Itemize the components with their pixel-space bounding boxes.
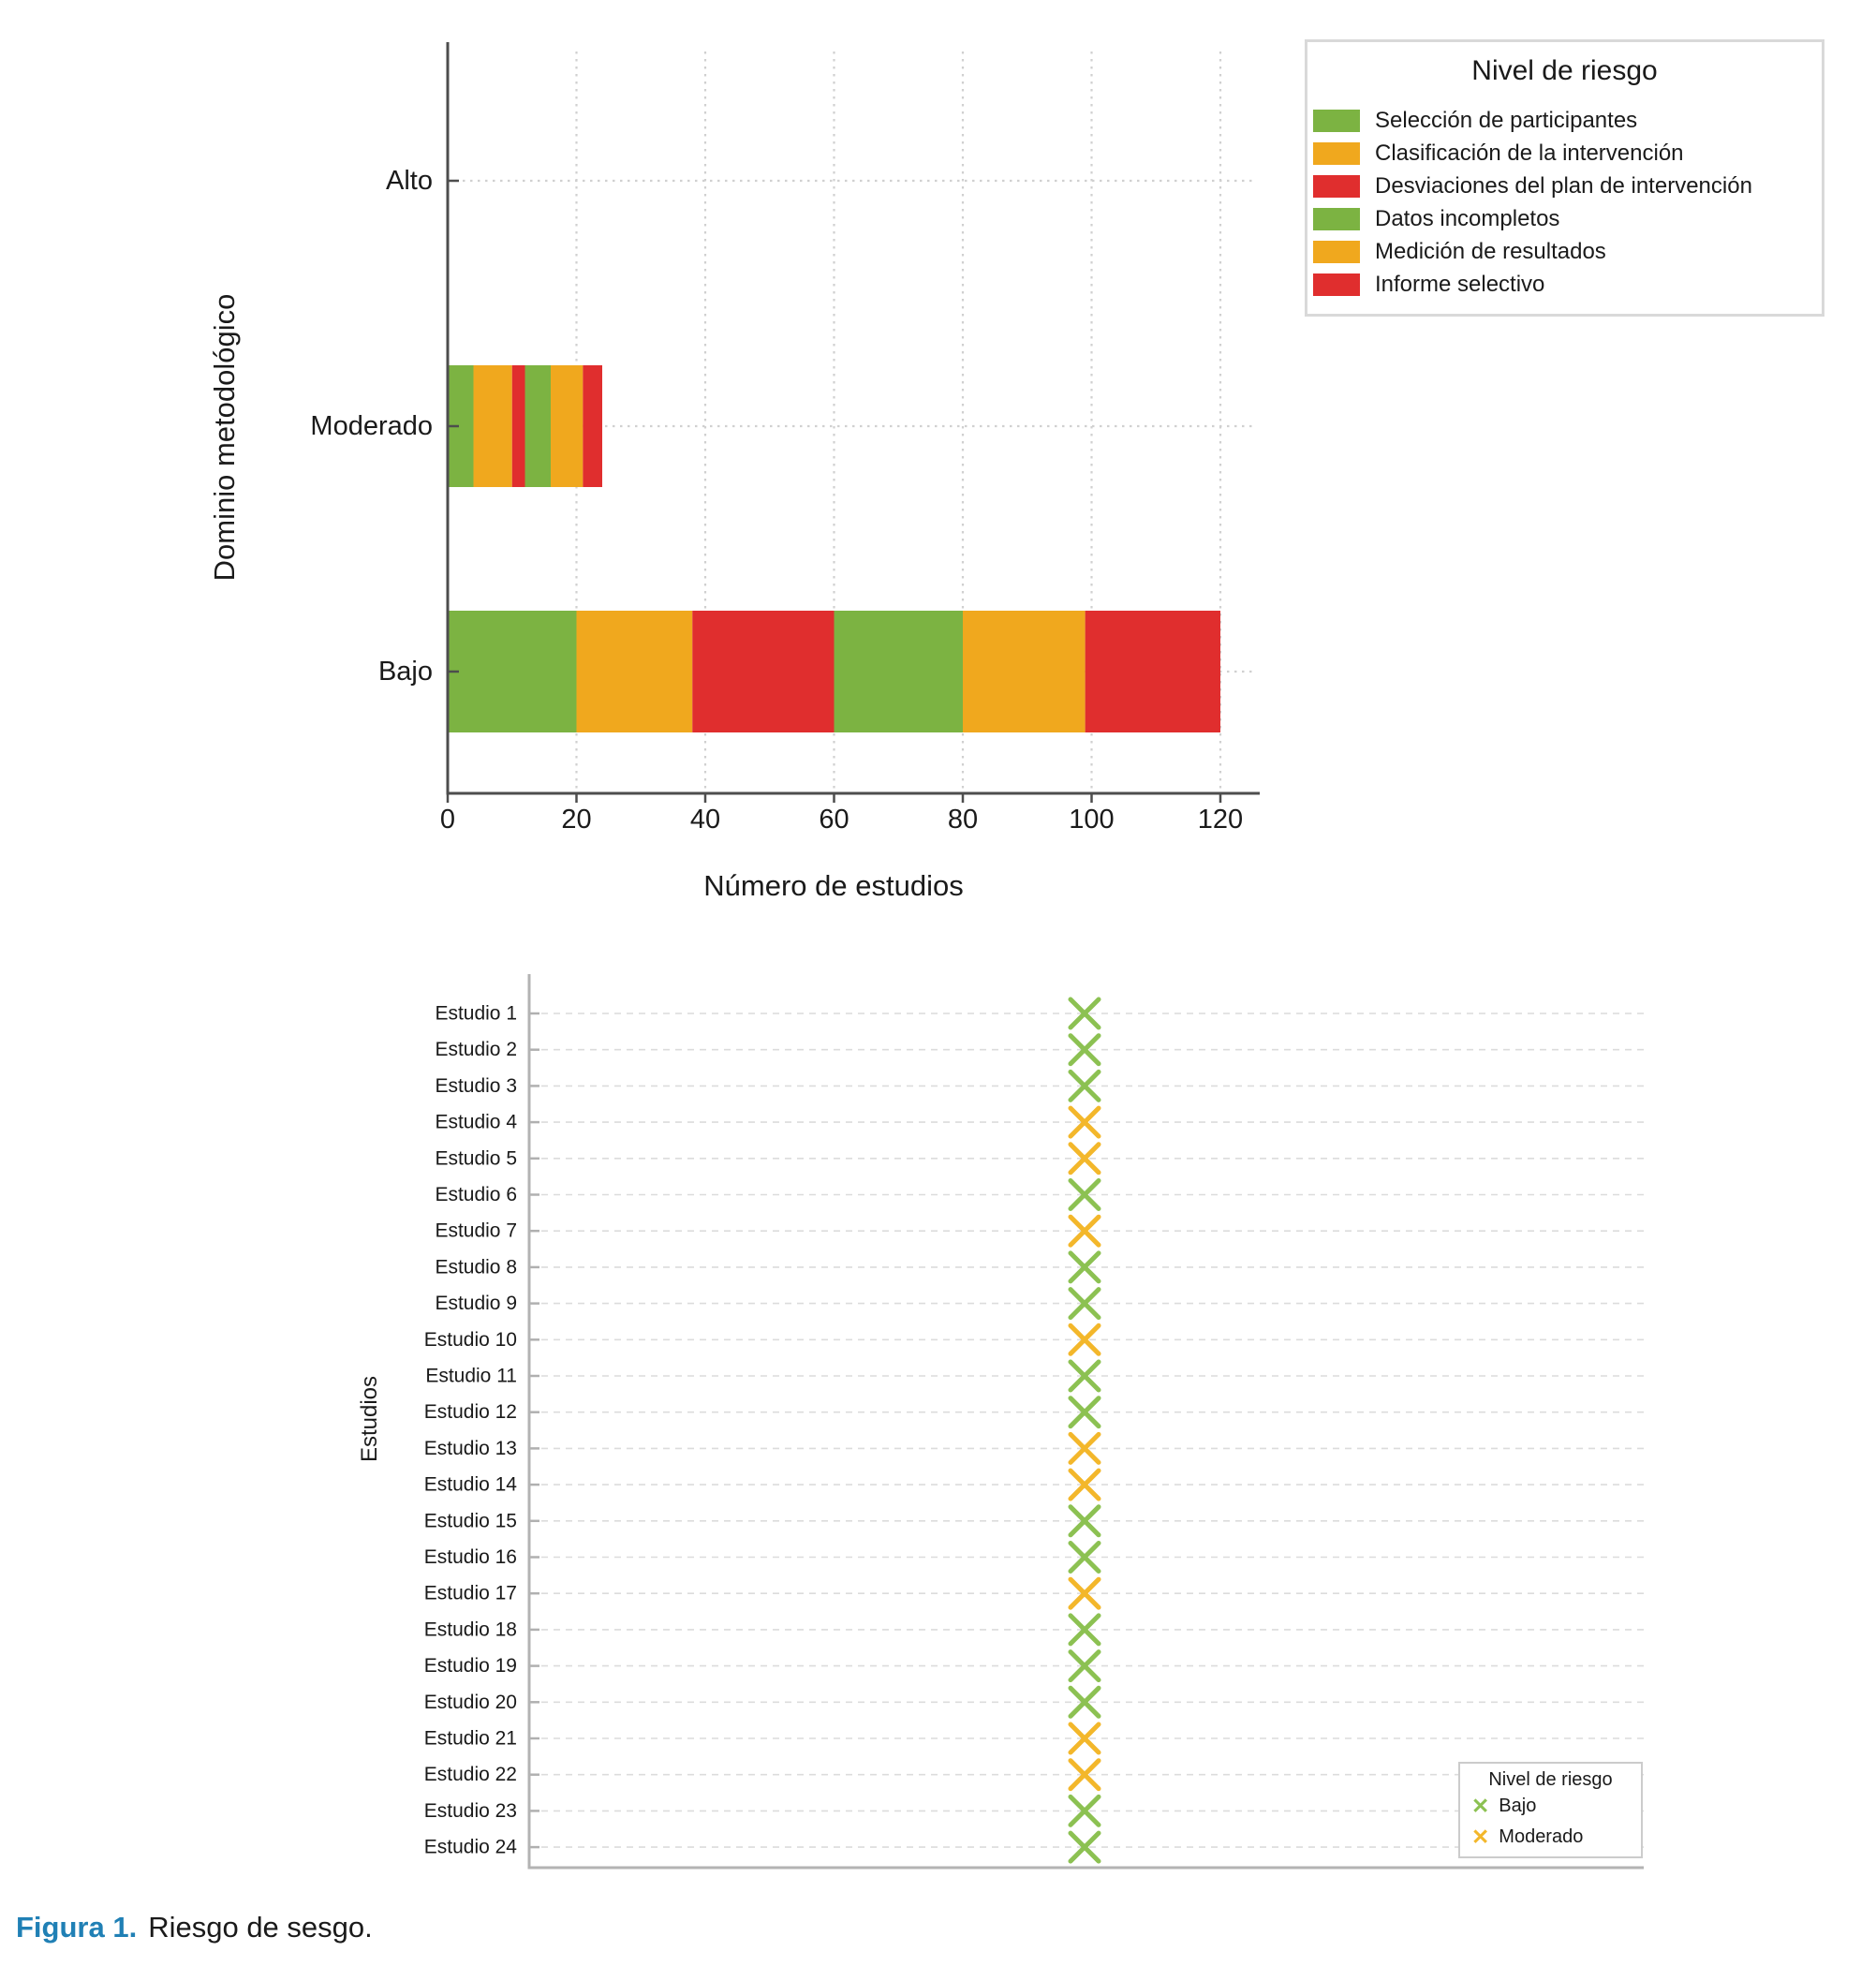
legend-item-label: Desviaciones del plan de intervención bbox=[1375, 172, 1752, 199]
x-tick-label: 100 bbox=[1069, 805, 1115, 835]
y-tick-label: Estudio 3 bbox=[435, 1074, 517, 1097]
y-tick-label: Estudio 22 bbox=[423, 1764, 517, 1786]
legend-item-label: Moderado bbox=[1499, 1826, 1584, 1847]
y-tick-label: Estudio 21 bbox=[423, 1727, 517, 1750]
figure-caption bbox=[16, 1911, 373, 1944]
bar-segment bbox=[448, 611, 577, 732]
legend-swatch bbox=[1313, 110, 1360, 132]
y-tick-label: Estudio 15 bbox=[423, 1510, 517, 1532]
y-tick-label: Estudio 19 bbox=[423, 1655, 517, 1678]
legend-item bbox=[1307, 235, 1822, 268]
x-tick-label: 0 bbox=[439, 805, 456, 835]
legend-item-label: Bajo bbox=[1499, 1796, 1537, 1816]
bar-segment bbox=[512, 365, 525, 487]
y-tick-label: Estudio 18 bbox=[423, 1619, 517, 1641]
legend-swatch bbox=[1313, 175, 1360, 198]
bar-segment bbox=[577, 611, 693, 732]
legend-item bbox=[1307, 202, 1822, 235]
legend-swatch bbox=[1313, 142, 1360, 165]
y-tick-label: Estudio 10 bbox=[423, 1328, 517, 1351]
y-tick-label: Estudio 2 bbox=[435, 1039, 517, 1061]
y-tick-label: Bajo bbox=[377, 657, 433, 687]
legend-item-label: Informe selectivo bbox=[1375, 271, 1545, 297]
legend-item-label: Medición de resultados bbox=[1375, 238, 1606, 264]
chart1-yaxis-title: Dominio metodológico bbox=[208, 293, 241, 582]
y-tick-label: Estudio 14 bbox=[423, 1473, 517, 1496]
y-tick-label: Estudio 7 bbox=[435, 1220, 517, 1242]
bar-segment bbox=[583, 365, 602, 487]
y-tick-label: Alto bbox=[386, 166, 433, 196]
y-tick-label: Estudio 13 bbox=[423, 1437, 517, 1459]
legend-swatch bbox=[1313, 273, 1360, 296]
legend-item bbox=[1307, 137, 1822, 170]
chart1-plot bbox=[310, 42, 1260, 835]
y-tick-label: Estudio 16 bbox=[423, 1546, 517, 1568]
chart1-legend-title: Nivel de riesgo bbox=[1471, 55, 1658, 86]
y-tick-label: Moderado bbox=[310, 411, 433, 441]
legend-item bbox=[1307, 268, 1822, 301]
x-tick-label: 40 bbox=[689, 805, 721, 835]
x-marker-icon: ✕ bbox=[1471, 1825, 1490, 1849]
legend-item-label: Selección de participantes bbox=[1375, 107, 1638, 133]
chart1-xaxis-title: Número de estudios bbox=[703, 869, 964, 902]
legend-item-label: Clasificación de la intervención bbox=[1375, 140, 1684, 166]
legend-item bbox=[1307, 104, 1822, 137]
chart1-legend bbox=[1305, 39, 1824, 317]
y-tick-label: Estudio 12 bbox=[423, 1401, 517, 1424]
chart1-legend-items bbox=[1307, 104, 1822, 301]
bar-segment bbox=[551, 365, 583, 487]
x-tick-label: 60 bbox=[819, 805, 849, 835]
legend-item bbox=[1460, 1822, 1641, 1853]
x-tick-label: 20 bbox=[561, 805, 592, 835]
x-tick-label: 80 bbox=[947, 805, 979, 835]
legend-item bbox=[1460, 1791, 1641, 1822]
x-marker-icon: ✕ bbox=[1471, 1794, 1490, 1818]
bar-segment bbox=[474, 365, 512, 487]
bar-segment bbox=[1086, 611, 1220, 732]
chart2-plot bbox=[424, 974, 1644, 1870]
bar-segment bbox=[835, 611, 964, 732]
y-tick-label: Estudio 11 bbox=[425, 1365, 517, 1387]
legend-swatch bbox=[1313, 241, 1360, 263]
y-tick-label: Estudio 24 bbox=[423, 1836, 517, 1858]
y-tick-label: Estudio 23 bbox=[423, 1799, 517, 1822]
chart2-yaxis-title: Estudios bbox=[357, 1375, 382, 1463]
y-tick-label: Estudio 20 bbox=[423, 1691, 517, 1713]
y-tick-label: Estudio 4 bbox=[435, 1111, 517, 1133]
x-tick-label: 120 bbox=[1197, 805, 1244, 835]
y-tick-label: Estudio 8 bbox=[435, 1256, 517, 1279]
bar-segment bbox=[692, 611, 834, 732]
y-tick-label: Estudio 5 bbox=[435, 1147, 517, 1170]
legend-swatch bbox=[1313, 208, 1360, 230]
bar-segment bbox=[963, 611, 1086, 732]
chart2-legend-items bbox=[1460, 1791, 1641, 1853]
legend-item-label: Datos incompletos bbox=[1375, 205, 1560, 231]
figure-caption-label: Figura 1. bbox=[16, 1911, 138, 1944]
y-tick-label: Estudio 9 bbox=[435, 1293, 517, 1315]
legend-item bbox=[1307, 170, 1822, 202]
bar-segment bbox=[525, 365, 552, 487]
y-tick-label: Estudio 1 bbox=[435, 1002, 517, 1025]
y-tick-label: Estudio 6 bbox=[435, 1184, 517, 1205]
y-tick-label: Estudio 17 bbox=[423, 1582, 517, 1604]
chart2-legend-title: Nivel de riesgo bbox=[1488, 1769, 1613, 1790]
figure-caption-text: Riesgo de sesgo. bbox=[148, 1911, 373, 1944]
chart2-legend bbox=[1458, 1762, 1643, 1858]
